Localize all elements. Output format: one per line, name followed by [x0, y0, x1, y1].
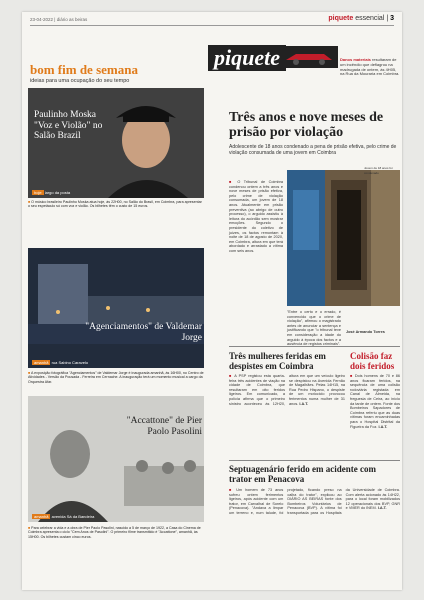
weekend-subtitle: ideias para uma ocupação do seu tempo: [30, 78, 130, 84]
section-name: piquete: [328, 15, 354, 22]
main-byline: José Armando Torres: [346, 330, 385, 334]
story4-headline: Septuagenário ferido em acidente com trator em Penacova: [229, 464, 376, 484]
feature-headline: "Accattone" de Pier Paolo Pasolini: [126, 416, 202, 437]
brief-label: Danos materiais: [340, 57, 371, 62]
story2-text: ■ A PSP registou esta quarta-feira três acidentes de viação na cidade de Coimbra, que resultaram em oito feridos ligeiros. Em comunicado, a polícia afirma que o primeiro sinistro aconteceu às 12H20, altura em que um veículo ligeiro se despistou na Avenida Fernão de Magalhães. Pelas 14H15, na Rua Pedro Hispano, o despiste de um motociclo provocou ferimentos numa mulher de 31 anos. I.A.T.: [229, 374, 345, 406]
page-number: 3: [390, 15, 394, 22]
main-story-col1: ■ O Tribunal de Coimbra condenou ontem a três anos e nove meses de prisão efetiva, pelo crime de violação consumada, um jovem de 18 anos. Atualmente em prisão preventiva (ao abrigo de outro processo), o arguido assistiu à leitura do acórdão sem mostrar emoções. Segundo o presidente do coletivo de juízes, os factos remontam à noite de 18 de agosto de 2020, em Coimbra, altura em que terá abordado e arrastado a vítima com seis anos.: [229, 180, 283, 253]
photo-credit: [32, 190, 70, 195]
music-feature: [28, 88, 204, 198]
credit-prefix: hoje: [34, 190, 42, 195]
musician-photo: [28, 88, 204, 198]
header-divider: [30, 25, 394, 26]
photography-caption: ■ A exposição fotográfica "Agenciamentos" de Valdemar Jorge é inaugurada amanhã, às 16H00, no Centro de Atividades - Versão da Pousada - Ferreira em Cernache. A inauguração terá um momento musical a cargo da Orquestra Afar.: [28, 371, 204, 384]
cinema-feature: [28, 396, 204, 522]
cinema-caption: ■ Para celebrar a vida e a obra de Pier Paolo Pasolini, nascido a 5 de março de 1922, a Casa do Cinema de Coimbra apresenta o ciclo "Cem Anos de Pasolini". O primeiro filme transmitido é "Accattone", amanhã, às 15H00. Os bilhetes custam cinco euros.: [28, 526, 201, 539]
story3-text: ■ Dois homens de 70 e 86 anos ficaram feridos, na sequência de uma colisão rodoviária registada em Canal de Almeida, na freguesia de Ceira, ao início da tarde de ontem. Fonte dos Bombeiros Sapadores de Coimbra referiu que as duas vítimas foram encaminhadas para o Hospital Distrital da Figueira da Foz. I.A.T.: [350, 374, 400, 429]
main-lead: Adolescente de 18 anos condenado a pena de prisão efetiva, pelo crime de violação consumada de uma jovem em Coimbra: [229, 144, 397, 156]
divider: [229, 346, 400, 347]
feature-headline: Paulinho Moska "Voz e Violão" no Salão Brazil: [34, 110, 103, 141]
caption-text: A exposição fotográfica "Agenciamentos" de Valdemar Jorge é inaugurada amanhã, às 16H00, no Centro de Atividades - Versão da Pousada - Ferreira em Cernache. A inauguração terá um momento musical a cargo da Orquestra Afar.: [28, 371, 204, 384]
page-date: 23-04-2022 | diário as beiras: [30, 17, 88, 22]
main-story-text: O Tribunal de Coimbra condenou ontem a três anos e nove meses de prisão efetiva, pelo crime de violação consumada, um jovem de 18 anos. Atualmente em prisão preventiva (ao abrigo de outro processo), o arguido assistiu à leitura do acórdão sem mostrar emoções. Segundo o presidente do coletivo de juízes, os factos remontam à noite de 18 de agosto de 2020, em Coimbra, altura em que terá abordado e arrastado a vítima com seis anos.: [229, 180, 283, 253]
weekend-title: bom fim de semana: [30, 62, 138, 77]
crime-justice-logo: [280, 46, 338, 68]
section-header: piquete essencial | 3: [328, 15, 394, 22]
credit-place: rua Sabino Caravelo: [51, 360, 89, 365]
section-masthead: piquete: [208, 45, 286, 71]
feature-headline: "Agenciamentos" de Valdemar Jorge: [85, 322, 202, 343]
newspaper-page: [22, 12, 402, 590]
main-story-text: "Entre o certo e o errado, é convencido que o crime de violação", afirmou o magistrado antes de anunciar a sentença e justificando que "o tribunal teve em consideração a idade do arguido à época dos factos e a ausência de registos criminais".: [287, 310, 341, 347]
credit-prefix: amanhã: [34, 514, 49, 519]
divider: [229, 460, 400, 461]
main-headline: Três anos e nove meses de prisão por violação: [229, 110, 384, 140]
story2-body: A PSP registou esta quarta-feira três acidentes de viação na cidade de Coimbra, que resultaram em oito feridos ligeiros. Em comunicado, a polícia afirma que o primeiro sinistro aconteceu às 12H20, altura em que um veículo ligeiro se despistou na Avenida Fernão de Magalhães. Pelas 14H15, na Rua Pedro Hispano, o despiste de um motociclo provocou ferimentos numa mulher de 31 anos.: [229, 374, 345, 406]
story3-body: Dois homens de 70 e 86 anos ficaram feridos, na sequência de uma colisão rodoviária registada em Canal de Almeida, na freguesia de Ceira, ao início da tarde de ontem. Fonte dos Bombeiros Sapadores de Coimbra referiu que as duas vítimas foram encaminhadas para o Hospital Distrital da Figueira da Foz.: [350, 374, 400, 429]
side-brief: [340, 58, 400, 77]
caption-text: O músico brasileiro Paulinho Moska atua hoje, às 22H00, no Salão do Brasil, em Coimbra, para apresentar o seu espetáculo só com voz e violão. Os bilhetes têm o custo de 15 euros.: [28, 200, 202, 209]
brief-text: resultaram de um incêndio que deflagrou na madrugada de ontem, às 4H05, na Rua da Mouraria em Coimbra.: [340, 57, 400, 77]
story2-headline: Três mulheres feridas em despistes em Coimbra: [229, 351, 326, 371]
photo-credit: [32, 514, 94, 519]
credit-place: largo da posta: [44, 190, 71, 195]
story4-byline: I.A.T.: [377, 506, 387, 511]
credit-place: avenida Sá da Bandeira: [51, 514, 95, 519]
credit-prefix: amanhã: [34, 360, 49, 365]
cityscape-photo: [28, 248, 204, 368]
story2-byline: I.A.T.: [299, 401, 309, 406]
music-caption: ■ O músico brasileiro Paulinho Moska atua hoje, às 22H00, no Salão do Brasil, em Coimbra, para apresentar o seu espetáculo só com voz e violão. Os bilhetes têm o custo de 15 euros.: [28, 200, 202, 209]
story3-byline: I.A.T.: [378, 424, 388, 429]
photography-feature: [28, 248, 204, 368]
main-story-col2: [287, 310, 341, 347]
subsection-name: essencial: [355, 15, 385, 22]
story4-text: ■ Um homem de 73 anos sofreu ontem ferimentos ligeiros, após acidente com um trator, em Carvalhal de Sorelo (Penacova). "Andava a limpar um terreno e, num talude, foi projetado, ficando preso na calha do trator", explicou ao DIÁRIO AS BEIRAS fonte dos Bombeiros Voluntários de Penacova (BVP). A vítima foi transportada para os Hospitais da Universidade de Coimbra. Com alerta acionado às 14H22, para o local foram mobilizados 12 operacionais dos BVP, GNR e VMER do INEM. I.A.T.: [229, 488, 400, 515]
story4-body: Um homem de 73 anos sofreu ontem ferimentos ligeiros, após acidente com um trator, em Carvalhal de Sorelo (Penacova). "Andava a limpar um terreno e, num talude, foi projetado, ficando preso na calha do trator", explicou ao DIÁRIO AS BEIRAS fonte dos Bombeiros Voluntários de Penacova (BVP). A vítima foi transportada para os Hospitais da Universidade de Coimbra. Com alerta acionado às 14H22, para o local foram mobilizados 12 operacionais dos BVP, GNR e VMER do INEM.: [229, 488, 400, 515]
caption-text: Para celebrar a vida e a obra de Pier Paolo Pasolini, nascido a 5 de março de 1922, a Casa do Cinema de Coimbra apresenta o ciclo "Cem Anos de Pasolini". O primeiro filme transmitido é "Accattone", amanhã, às 15H00. Os bilhetes custam cinco euros.: [28, 526, 201, 539]
photo-caption: Jovem de 18 anos foi condenado: [364, 166, 393, 175]
story3-headline: Colisão faz dois feridos: [350, 351, 395, 371]
photo-credit: [32, 360, 88, 365]
film-still-photo: [28, 396, 204, 522]
court-building-photo: [287, 170, 400, 306]
